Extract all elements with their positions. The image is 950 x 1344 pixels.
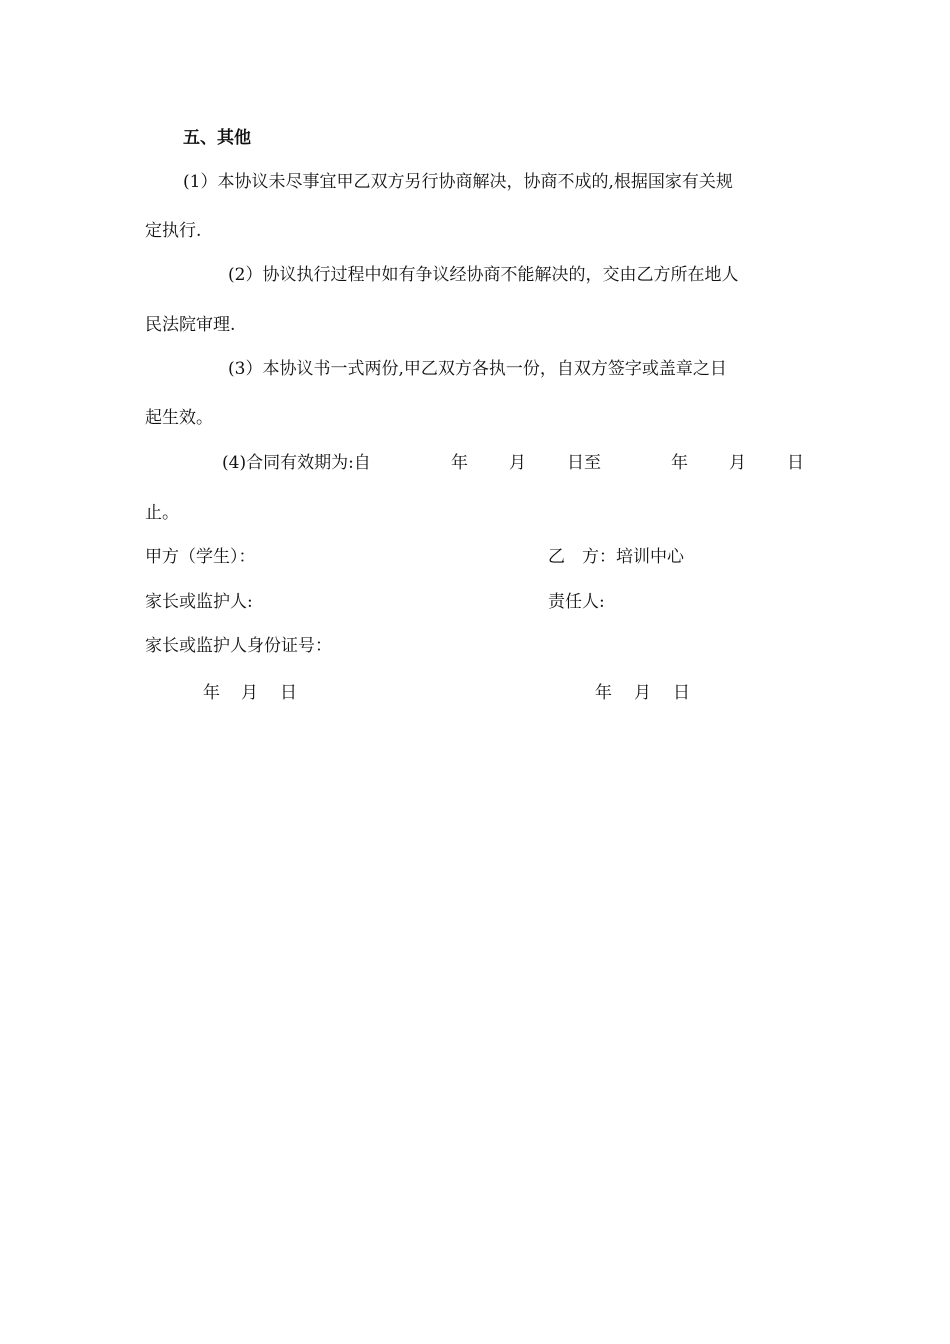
responsible-person-label: 责任人: [548, 592, 605, 612]
right-date-year: 年 [595, 683, 612, 703]
clause-4-month-2: 月 [729, 453, 746, 473]
guardian-label: 家长或监护人: [145, 592, 253, 612]
left-date-year: 年 [203, 683, 220, 703]
clause-4-year-2: 年 [671, 453, 688, 473]
clause-4-line-2: 止。 [145, 503, 179, 523]
clause-4-prefix: (4)合同有效期为:自 [222, 453, 371, 473]
clause-1-line-1: (1）本协议未尽事宜甲乙双方另行协商解决，协商不成的,根据国家有关规 [183, 172, 733, 192]
clause-2-line-1: (2）协议执行过程中如有争议经协商不能解决的，交由乙方所在地人 [228, 265, 739, 285]
clause-4-day-1-to: 日至 [567, 453, 601, 473]
left-date-month: 月 [241, 683, 258, 703]
left-date-day: 日 [280, 683, 297, 703]
right-date-month: 月 [634, 683, 651, 703]
clause-4-year-1: 年 [451, 453, 468, 473]
clause-3-line-2: 起生效。 [145, 408, 213, 428]
guardian-id-label: 家长或监护人身份证号： [145, 636, 332, 656]
clause-4-day-2: 日 [787, 453, 804, 473]
section-heading: 五、其他 [183, 128, 251, 148]
clause-4-month-1: 月 [509, 453, 526, 473]
clause-1-line-2: 定执行. [145, 221, 202, 241]
clause-3-line-1: (3）本协议书一式两份,甲乙双方各执一份，自双方签字或盖章之日 [228, 359, 727, 379]
right-date-day: 日 [673, 683, 690, 703]
clause-2-line-2: 民法院审理. [145, 315, 236, 335]
party-b-label: 乙 方：培训中心 [548, 547, 684, 567]
party-a-label: 甲方（学生）： [145, 547, 256, 567]
